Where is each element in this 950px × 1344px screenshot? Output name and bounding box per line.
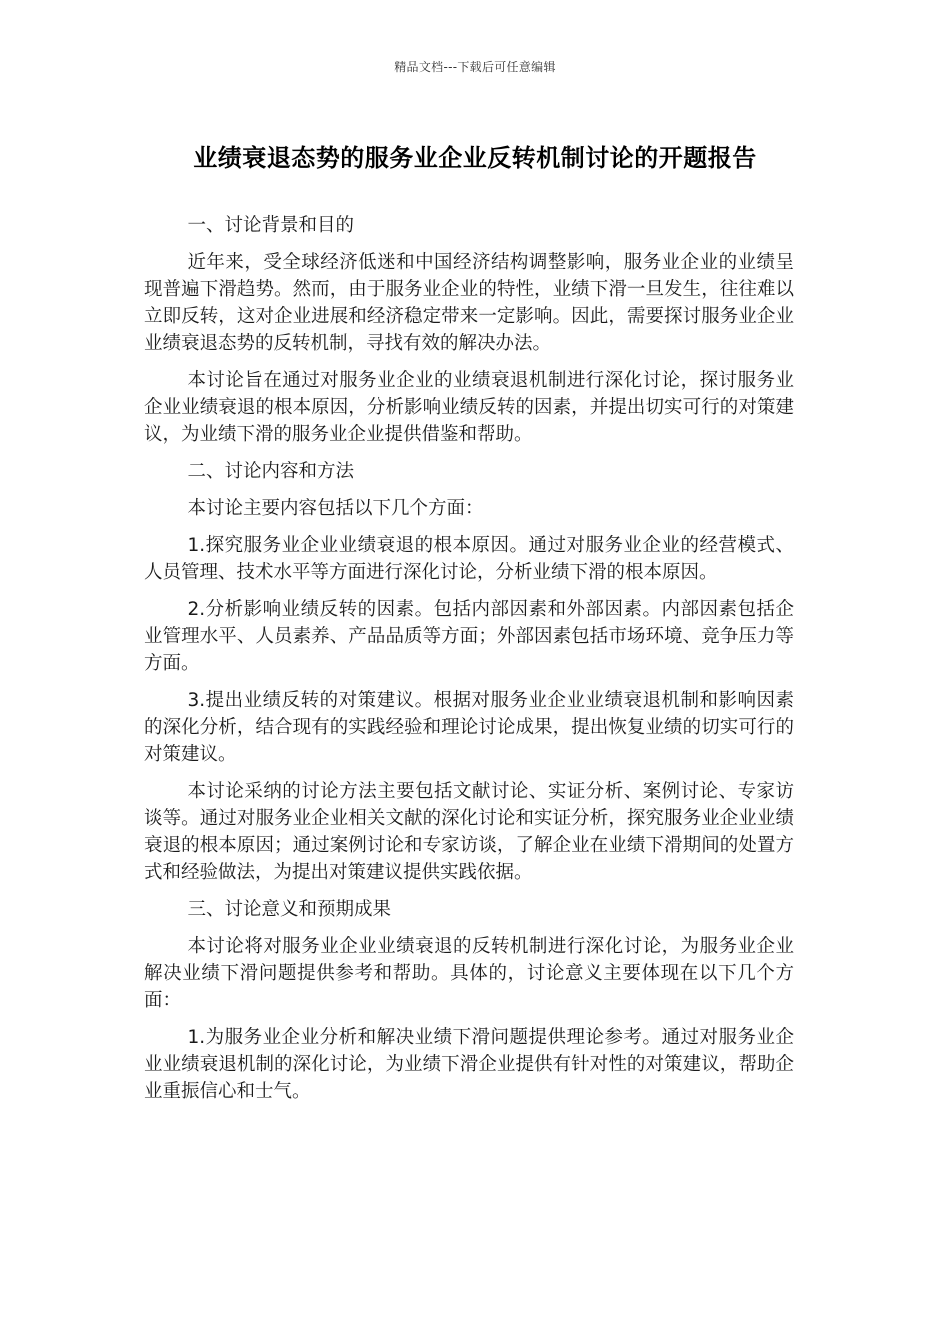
section-heading-significance: 三、讨论意义和预期成果 — [187, 899, 391, 920]
document-body — [144, 212, 794, 1115]
paragraph-significance-item-1: 1.为服务业企业分析和解决业绩下滑问题提供理论参考。通过对服务业企业业绩衰退机制的深化讨论，为业绩下滑企业提供有针对性的对策建议，帮助企业重振信心和士气。 — [144, 1027, 794, 1102]
paragraph-content-item-3: 3.提出业绩反转的对策建议。根据对服务业企业业绩衰退机制和影响因素的深化分析，结合现有的实践经验和理论讨论成果，提出恢复业绩的切实可行的对策建议。 — [144, 690, 794, 765]
paragraph-methods: 本讨论采纳的讨论方法主要包括文献讨论、实证分析、案例讨论、专家访谈等。通过对服务业企业相关文献的深化讨论和实证分析，探究服务业企业业绩衰退的根本原因；通过案例讨论和专家访谈，了解企业在业绩下滑期间的处置方式和经验做法，为提出对策建议提供实践依据。 — [144, 781, 794, 883]
paragraph-content-item-2: 2.分析影响业绩反转的因素。包括内部因素和外部因素。内部因素包括企业管理水平、人员素养、产品品质等方面；外部因素包括市场环境、竞争压力等方面。 — [144, 599, 794, 674]
paragraph-significance-intro: 本讨论将对服务业企业业绩衰退的反转机制进行深化讨论，为服务业企业解决业绩下滑问题提供参考和帮助。具体的，讨论意义主要体现在以下几个方面： — [144, 936, 794, 1011]
paragraph-background: 近年来，受全球经济低迷和中国经济结构调整影响，服务业企业的业绩呈现普遍下滑趋势。然而，由于服务业企业的特性，业绩下滑一旦发生，往往难以立即反转，这对企业进展和经济稳定带来一定影响。因此，需要探讨服务业企业业绩衰退态势的反转机制，寻找有效的解决办法。 — [144, 252, 794, 354]
document-title: 业绩衰退态势的服务业企业反转机制讨论的开题报告 — [193, 144, 757, 172]
paragraph-content-intro: 本讨论主要内容包括以下几个方面： — [187, 498, 484, 519]
section-heading-background: 一、讨论背景和目的 — [187, 215, 354, 236]
paragraph-content-item-1: 1.探究服务业企业业绩衰退的根本原因。通过对服务业企业的经营模式、人员管理、技术水平等方面进行深化讨论，分析业绩下滑的根本原因。 — [144, 535, 794, 583]
header-note: 精品文档---下载后可任意编辑 — [394, 60, 556, 74]
section-heading-content-methods: 二、讨论内容和方法 — [187, 461, 354, 482]
paragraph-purpose: 本讨论旨在通过对服务业企业的业绩衰退机制进行深化讨论，探讨服务业企业业绩衰退的根本原因，分析影响业绩反转的因素，并提出切实可行的对策建议，为业绩下滑的服务业企业提供借鉴和帮助。 — [144, 370, 794, 445]
